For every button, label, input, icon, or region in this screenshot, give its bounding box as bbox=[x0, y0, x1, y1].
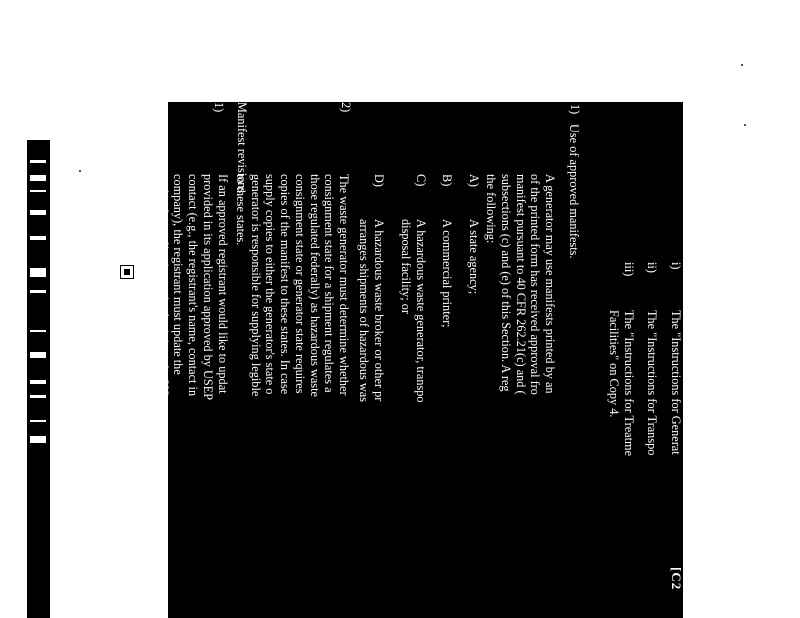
barcode-stripe bbox=[30, 175, 46, 181]
intro-item: i)The "Instructions for Generat bbox=[669, 262, 683, 455]
page-marker-icon bbox=[120, 265, 134, 279]
barcode-stripe bbox=[30, 236, 46, 240]
intro-item: iii)The "Instructions for Treatme bbox=[621, 262, 636, 457]
intro-item-continuation: Facilities" on Copy 4. bbox=[606, 310, 621, 418]
list-item: A)A state agency; bbox=[467, 174, 481, 295]
list-item: C)A hazardous waste generator, transpo bbox=[413, 174, 428, 403]
barcode-stripe bbox=[30, 210, 46, 215]
barcode-stripe bbox=[30, 436, 46, 443]
section-3-number: 1) bbox=[212, 102, 226, 113]
section-3-paragraph: If an approved registrant would like to updat provided in its application approved by USEP contact (e.g., the registrant's name, contact in company), the registrant must update the revise the application and submit it to the US Resource Conservation and Recovery, along bbox=[142, 174, 230, 401]
barcode-stripe bbox=[30, 190, 46, 192]
section-2-paragraph: The waste generator must determine whether consignment state for a shipment regulates a those regulated federally) as hazardous waste consignment state or generator state requires copies of the manifest to these states. In case supply copies to either the generator's state o generator is responsible for supplying legible to these states. bbox=[234, 174, 351, 397]
intro-item: ii)The "Instructions for Transpo bbox=[645, 262, 660, 456]
section-1-heading: 1) bbox=[568, 104, 582, 115]
list-item-continuation: disposal facility; or bbox=[398, 219, 413, 314]
section-2-number: 2) bbox=[339, 102, 353, 113]
scanned-document-page bbox=[142, 102, 684, 618]
barcode-stripe bbox=[30, 290, 46, 293]
list-item-continuation: arranges shipments of hazardous was bbox=[357, 219, 372, 403]
barcode-stripe bbox=[30, 395, 46, 398]
list-item: B)A commercial printer; bbox=[440, 174, 455, 328]
list-item: D)A hazardous waste broker or other pr bbox=[372, 174, 387, 402]
section-3-heading: Manifest revisions. bbox=[235, 102, 249, 197]
barcode-stripe bbox=[30, 420, 46, 422]
corner-label: [C2 bbox=[669, 567, 684, 591]
rotated-text-content bbox=[142, 102, 684, 618]
scan-edge-barcode bbox=[27, 140, 50, 618]
barcode-stripe bbox=[30, 380, 46, 384]
scan-speck bbox=[741, 64, 743, 66]
section-1-paragraph: A generator may use manifests printed by an of the printed form has received approval fro manifest pursuant to 40 CFR 262.21(c) and ( subsections (c) and (e) of this Section. A reg the following: bbox=[484, 174, 557, 395]
scan-speck bbox=[744, 124, 746, 126]
section-1-list bbox=[357, 174, 481, 403]
barcode-stripe bbox=[30, 160, 46, 163]
barcode-stripe bbox=[30, 268, 46, 277]
barcode-stripe bbox=[30, 330, 46, 332]
section-1-heading-text: Use of approved manifests. bbox=[567, 124, 581, 259]
scan-speck bbox=[79, 170, 81, 172]
intro-list bbox=[606, 262, 683, 456]
barcode-stripe bbox=[30, 352, 46, 358]
